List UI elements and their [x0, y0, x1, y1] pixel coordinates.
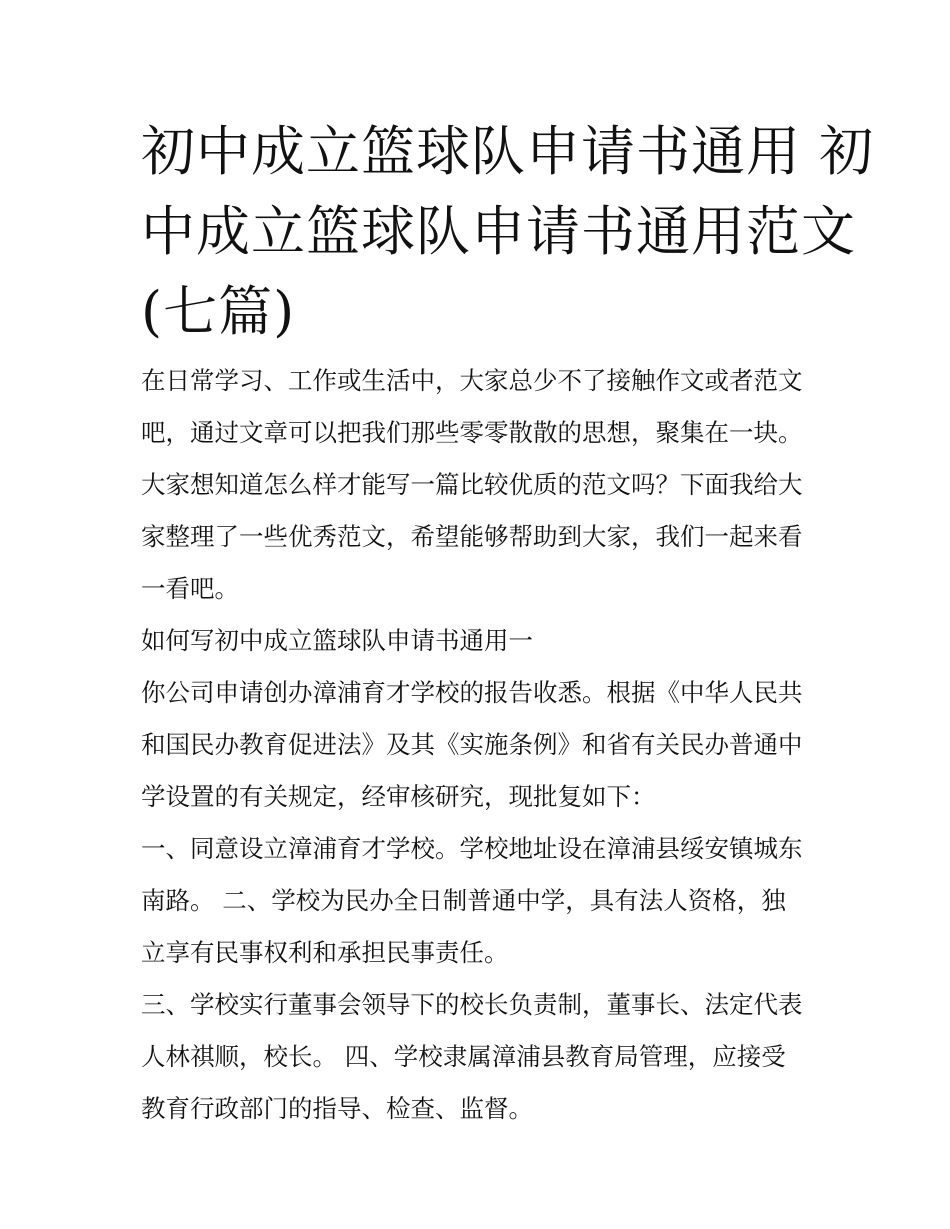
title-line: 初中成立篮球队申请书通用 初 — [141, 120, 875, 183]
body-line: 人林祺顺，校长。 四、学校隶属漳浦县教育局管理，应接受 — [141, 1042, 786, 1071]
body-line: 南路。 二、学校为民办全日制普通中学，具有法人资格，独 — [141, 886, 786, 915]
body-line: 一看吧。 — [141, 574, 239, 603]
body-line: 大家想知道怎么样才能写一篇比较优质的范文吗？下面我给大 — [141, 470, 803, 499]
body-line: 在日常学习、工作或生活中，大家总少不了接触作文或者范文 — [141, 366, 803, 395]
body-line: 学设置的有关规定，经审核研究，现批复如下： — [141, 782, 656, 811]
body-line: 吧，通过文章可以把我们那些零零散散的思想，聚集在一块。 — [141, 418, 803, 447]
document-body — [141, 355, 831, 1135]
body-line: 一、同意设立漳浦育才学校。学校地址设在漳浦县绥安镇城东 — [141, 834, 803, 863]
body-line: 立享有民事权利和承担民事责任。 — [141, 938, 509, 967]
section-heading: 如何写初中成立篮球队申请书通用一 — [141, 626, 533, 655]
document-title — [141, 112, 875, 352]
body-line: 教育行政部门的指导、检查、监督。 — [141, 1094, 533, 1123]
title-line: (七篇) — [141, 280, 296, 343]
title-line: 中成立篮球队申请书通用范文 — [141, 200, 856, 263]
body-line: 三、学校实行董事会领导下的校长负责制，董事长、法定代表 — [141, 990, 803, 1019]
body-line: 家整理了一些优秀范文，希望能够帮助到大家，我们一起来看 — [141, 522, 803, 551]
body-line: 你公司申请创办漳浦育才学校的报告收悉。根据《中华人民共 — [141, 678, 803, 707]
body-line: 和国民办教育促进法》及其《实施条例》和省有关民办普通中 — [141, 730, 803, 759]
